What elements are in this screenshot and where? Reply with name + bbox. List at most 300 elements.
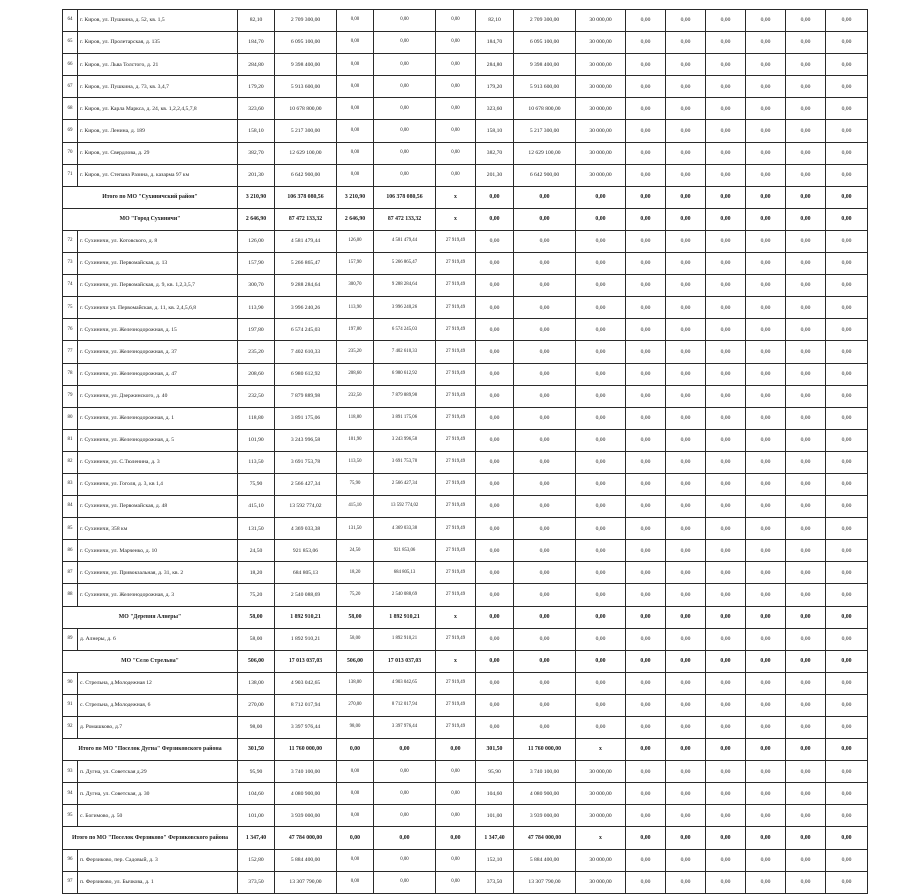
value-cell: 0,00 [826,363,868,385]
value-cell: 126,00 [238,230,275,252]
value-cell: 5 266 865,47 [374,253,436,275]
value-cell: 0,00 [786,717,826,739]
value-cell: 0,00 [746,76,786,98]
row-number-cell: 71 [63,164,78,186]
value-cell: 4 080 900,00 [514,783,576,805]
value-cell: 0,00 [576,208,626,230]
value-cell: 0,00 [476,606,514,628]
value-cell: 373,50 [476,871,514,893]
value-cell: 0,00 [626,164,666,186]
value-cell: 684 805,13 [374,562,436,584]
value-cell: 0,00 [514,253,576,275]
value-cell: 3 243 996,58 [374,429,436,451]
value-cell: 0,00 [514,451,576,473]
subtotal-title-cell: Итого по МО "Сухиничский район" [63,186,238,208]
value-cell: 0,00 [666,407,706,429]
value-cell: 0,00 [666,827,706,849]
address-cell: г. Сухиничи, ул. Котовского, д. 8 [78,230,238,252]
value-cell: 0,00 [666,871,706,893]
value-cell: 95,90 [476,761,514,783]
value-cell: 0,00 [746,871,786,893]
value-cell: 10 678 800,00 [275,98,337,120]
value-cell: 75,20 [337,584,374,606]
value-cell: 0,00 [576,562,626,584]
value-cell: 0,00 [666,562,706,584]
value-cell: 0,00 [786,871,826,893]
value-cell: 0,00 [626,230,666,252]
value-cell: 47 784 000,00 [514,827,576,849]
value-cell: 0,00 [476,275,514,297]
value-cell: 415,10 [337,496,374,518]
municipality-row [63,208,868,230]
value-cell: 0,00 [436,871,476,893]
value-cell: 12 629 100,00 [275,142,337,164]
value-cell: 101,00 [476,805,514,827]
value-cell: 0,00 [706,584,746,606]
value-cell: 0,00 [746,10,786,32]
table-row [63,518,868,540]
value-cell: 0,00 [666,230,706,252]
address-cell: д. Ромашково, д.7 [78,717,238,739]
value-cell: 0,00 [476,562,514,584]
value-cell: 0,00 [706,429,746,451]
address-cell: г. Сухиничи ул. Первомайская, д. 11, кв. 2,4,5,6,8 [78,297,238,319]
value-cell: 0,00 [746,32,786,54]
value-cell: 2 646,90 [337,208,374,230]
value-cell: 13 592 774,02 [374,496,436,518]
value-cell: 0,00 [626,98,666,120]
value-cell: 0,00 [746,407,786,429]
value-cell: 0,00 [666,783,706,805]
value-cell: 0,00 [666,98,706,120]
value-cell: 0,00 [374,98,436,120]
value-cell: 0,00 [706,76,746,98]
value-cell: 3 891 175,06 [275,407,337,429]
table-row [63,473,868,495]
value-cell: 58,00 [337,628,374,650]
value-cell: 1 892 910,21 [275,606,337,628]
table-row [63,385,868,407]
value-cell: 113,50 [238,451,275,473]
value-cell: 0,00 [576,429,626,451]
address-cell: г. Сухиничи, ул. Дзержинского, д. 40 [78,385,238,407]
value-cell: 104,60 [476,783,514,805]
value-cell: 9 288 284,64 [374,275,436,297]
table-row [63,407,868,429]
value-cell: 0,00 [706,518,746,540]
value-cell: 0,00 [826,429,868,451]
value-cell: 0,00 [706,496,746,518]
value-cell: 0,00 [826,694,868,716]
value-cell: 0,00 [514,628,576,650]
value-cell: 27 919,49 [436,275,476,297]
value-cell: 0,00 [436,849,476,871]
value-cell: 0,00 [786,142,826,164]
value-cell: 4 903 042,65 [374,672,436,694]
value-cell: 0,00 [514,230,576,252]
value-cell: 27 919,49 [436,297,476,319]
value-cell: 0,00 [786,341,826,363]
value-cell: 30 000,00 [576,10,626,32]
value-cell: 0,00 [786,407,826,429]
value-cell: 3 691 753,78 [374,451,436,473]
value-cell: х [576,827,626,849]
value-cell: 11 760 000,00 [514,739,576,761]
value-cell: 0,00 [666,584,706,606]
value-cell: 0,00 [576,628,626,650]
value-cell: х [436,606,476,628]
value-cell: 0,00 [706,10,746,32]
table-row [63,98,868,120]
value-cell: 30 000,00 [576,142,626,164]
value-cell: 0,00 [786,783,826,805]
table-row [63,562,868,584]
value-cell: 0,00 [436,739,476,761]
value-cell: 2 709 300,00 [514,10,576,32]
value-cell: 1 347,40 [238,827,275,849]
address-cell: г. Сухиничи, ул. Привокзальная, д. 31, кв. 2 [78,562,238,584]
value-cell: 30 000,00 [576,805,626,827]
value-cell: 0,00 [337,761,374,783]
value-cell: 0,00 [786,628,826,650]
value-cell: 0,00 [514,584,576,606]
value-cell: 0,00 [826,319,868,341]
value-cell: 284,80 [238,54,275,76]
municipality-title-cell: МО "Село Стрельна" [63,650,238,672]
value-cell: 0,00 [337,98,374,120]
row-number-cell: 87 [63,562,78,584]
table-row [63,783,868,805]
value-cell: 7 879 889,98 [275,385,337,407]
value-cell: 0,00 [706,275,746,297]
value-cell: 0,00 [337,120,374,142]
value-cell: 0,00 [746,319,786,341]
address-cell: г. Киров, ул. Льва Толстого, д. 21 [78,54,238,76]
value-cell: 0,00 [746,208,786,230]
value-cell: 4 080 900,00 [275,783,337,805]
value-cell: 300,70 [337,275,374,297]
value-cell: 0,00 [746,650,786,672]
value-cell: 0,00 [826,739,868,761]
value-cell: 0,00 [786,562,826,584]
value-cell: 184,70 [476,32,514,54]
row-number-cell: 79 [63,385,78,407]
value-cell: 0,00 [476,230,514,252]
row-number-cell: 89 [63,628,78,650]
value-cell: 0,00 [626,275,666,297]
value-cell: 0,00 [746,164,786,186]
value-cell: 0,00 [786,694,826,716]
value-cell: 0,00 [576,650,626,672]
value-cell: 0,00 [786,186,826,208]
address-cell: г. Киров, ул. Пушкина, д. 73, кв. 3,4,7 [78,76,238,98]
value-cell: 235,20 [337,341,374,363]
municipality-row [63,650,868,672]
value-cell: 0,00 [826,827,868,849]
value-cell: 0,00 [826,164,868,186]
value-cell: 18,20 [238,562,275,584]
value-cell: 0,00 [666,76,706,98]
address-cell: г. Киров, ул. Степана Разина, д. казарма 97 км [78,164,238,186]
subtotal-title-cell: Итого по МО "Поселок Ферзиково" Ферзиковского района [63,827,238,849]
row-number-cell: 66 [63,54,78,76]
value-cell: 0,00 [626,451,666,473]
row-number-cell: 77 [63,341,78,363]
value-cell: 0,00 [374,849,436,871]
value-cell: 2 540 088,69 [275,584,337,606]
table-row [63,849,868,871]
value-cell: 0,00 [666,208,706,230]
address-cell: г. Сухиничи, ул. Железнодорожная, д. 15 [78,319,238,341]
value-cell: 0,00 [436,10,476,32]
value-cell: 0,00 [337,164,374,186]
row-number-cell: 72 [63,230,78,252]
value-cell: 0,00 [826,584,868,606]
row-number-cell: 69 [63,120,78,142]
value-cell: 0,00 [476,694,514,716]
resettlement-register-table [62,9,868,894]
value-cell: 0,00 [826,871,868,893]
value-cell: 3 210,90 [337,186,374,208]
value-cell: 0,00 [514,518,576,540]
value-cell: 47 784 000,00 [275,827,337,849]
value-cell: 27 919,49 [436,628,476,650]
value-cell: 0,00 [746,98,786,120]
value-cell: 0,00 [746,230,786,252]
value-cell: 0,00 [706,827,746,849]
value-cell: 27 919,49 [436,540,476,562]
subtotal-title-cell: Итого по МО "Поселок Дугна" Ферзиковского района [63,739,238,761]
value-cell: 0,00 [626,739,666,761]
value-cell: 0,00 [666,628,706,650]
value-cell: 87 472 133,32 [275,208,337,230]
value-cell: 382,70 [476,142,514,164]
value-cell: 3 397 976,44 [374,717,436,739]
value-cell: 0,00 [786,275,826,297]
value-cell: 11 760 000,00 [275,739,337,761]
value-cell: 30 000,00 [576,761,626,783]
value-cell: 75,20 [238,584,275,606]
row-number-cell: 68 [63,98,78,120]
value-cell: 0,00 [786,672,826,694]
value-cell: 17 013 037,03 [275,650,337,672]
value-cell: 0,00 [826,562,868,584]
value-cell: 0,00 [826,297,868,319]
value-cell: 0,00 [626,584,666,606]
value-cell: 0,00 [826,672,868,694]
value-cell: 6 642 900,00 [514,164,576,186]
value-cell: 27 919,49 [436,407,476,429]
value-cell: 0,00 [786,297,826,319]
value-cell: 0,00 [746,717,786,739]
table-row [63,363,868,385]
value-cell: 0,00 [786,805,826,827]
value-cell: 0,00 [786,540,826,562]
value-cell: 0,00 [337,849,374,871]
value-cell: 0,00 [706,407,746,429]
value-cell: 0,00 [476,341,514,363]
value-cell: 0,00 [826,54,868,76]
value-cell: 5 913 600,00 [275,76,337,98]
value-cell: 131,50 [337,518,374,540]
value-cell: 0,00 [666,518,706,540]
value-cell: 0,00 [514,407,576,429]
value-cell: 0,00 [626,628,666,650]
value-cell: 101,00 [238,805,275,827]
value-cell: 184,70 [238,32,275,54]
address-cell: г. Сухиничи, ул. Первомайская, д. 13 [78,253,238,275]
value-cell: 0,00 [514,672,576,694]
value-cell: 0,00 [514,540,576,562]
value-cell: 75,90 [238,473,275,495]
value-cell: 98,00 [337,717,374,739]
value-cell: 5 217 300,00 [514,120,576,142]
value-cell: 0,00 [826,186,868,208]
value-cell: 0,00 [826,496,868,518]
value-cell: 0,00 [476,717,514,739]
value-cell: 0,00 [706,186,746,208]
value-cell: 0,00 [706,120,746,142]
row-number-cell: 88 [63,584,78,606]
value-cell: 208,60 [337,363,374,385]
value-cell: 0,00 [337,76,374,98]
value-cell: 30 000,00 [576,120,626,142]
value-cell: 0,00 [706,142,746,164]
value-cell: 0,00 [786,451,826,473]
value-cell: 0,00 [786,429,826,451]
address-cell: г. Киров, ул. Пролетарская, д. 135 [78,32,238,54]
value-cell: 0,00 [706,849,746,871]
value-cell: 0,00 [746,783,786,805]
value-cell: 3 740 100,00 [275,761,337,783]
value-cell: 0,00 [626,496,666,518]
value-cell: 0,00 [576,584,626,606]
row-number-cell: 84 [63,496,78,518]
value-cell: 0,00 [666,385,706,407]
value-cell: 506,00 [337,650,374,672]
value-cell: 0,00 [786,849,826,871]
value-cell: 0,00 [826,761,868,783]
value-cell: 6 095 100,00 [514,32,576,54]
value-cell: 0,00 [436,54,476,76]
value-cell: 27 919,49 [436,694,476,716]
value-cell: 0,00 [576,518,626,540]
value-cell: 0,00 [436,827,476,849]
value-cell: 0,00 [626,253,666,275]
value-cell: 0,00 [374,76,436,98]
value-cell: 9 288 284,64 [275,275,337,297]
value-cell: 0,00 [626,783,666,805]
value-cell: 7 402 610,33 [374,341,436,363]
value-cell: 0,00 [706,761,746,783]
value-cell: 0,00 [826,230,868,252]
value-cell: 0,00 [436,98,476,120]
value-cell: 27 919,49 [436,717,476,739]
value-cell: 197,80 [238,319,275,341]
subtotal-row [63,186,868,208]
row-number-cell: 86 [63,540,78,562]
value-cell: 58,00 [337,606,374,628]
value-cell: 0,00 [476,451,514,473]
value-cell: 0,00 [746,341,786,363]
value-cell: 0,00 [576,496,626,518]
value-cell: 0,00 [374,142,436,164]
value-cell: 0,00 [746,739,786,761]
table-row [63,253,868,275]
value-cell: 7 879 889,98 [374,385,436,407]
value-cell: 0,00 [476,628,514,650]
subtotal-row [63,739,868,761]
address-cell: п. Ферзиково, пер. Садовый, д. 3 [78,849,238,871]
row-number-cell: 82 [63,451,78,473]
value-cell: 0,00 [476,297,514,319]
value-cell: 30 000,00 [576,849,626,871]
value-cell: 0,00 [706,164,746,186]
value-cell: 0,00 [746,253,786,275]
value-cell: 27 919,49 [436,230,476,252]
value-cell: 0,00 [514,208,576,230]
value-cell: 0,00 [576,253,626,275]
value-cell: 0,00 [666,849,706,871]
value-cell: 0,00 [826,628,868,650]
value-cell: 0,00 [626,385,666,407]
table-row [63,496,868,518]
row-number-cell: 65 [63,32,78,54]
address-cell: г. Сухиничи, ул. Первомайская, д. 9, кв. 1,2,3,5,7 [78,275,238,297]
value-cell: 0,00 [374,10,436,32]
document-sheet [62,9,868,894]
address-cell: г. Сухиничи, ул. Железнодорожная, д. 47 [78,363,238,385]
value-cell: 0,00 [626,297,666,319]
value-cell: 4 581 479,44 [275,230,337,252]
value-cell: 0,00 [706,208,746,230]
value-cell: 5 913 600,00 [514,76,576,98]
value-cell: 3 996 240,26 [275,297,337,319]
value-cell: 0,00 [476,429,514,451]
value-cell: 0,00 [576,540,626,562]
value-cell: 0,00 [576,297,626,319]
value-cell: 0,00 [746,429,786,451]
subtotal-row [63,827,868,849]
value-cell: 0,00 [514,717,576,739]
value-cell: 6 574 245,03 [275,319,337,341]
value-cell: 0,00 [786,98,826,120]
table-row [63,672,868,694]
value-cell: 301,50 [238,739,275,761]
value-cell: 0,00 [626,54,666,76]
value-cell: 323,60 [238,98,275,120]
municipality-title-cell: МО "Деревня Алнеры" [63,606,238,628]
value-cell: 0,00 [666,650,706,672]
value-cell: 0,00 [666,10,706,32]
value-cell: 0,00 [514,275,576,297]
value-cell: 0,00 [626,650,666,672]
value-cell: 0,00 [374,827,436,849]
value-cell: 6 095 100,00 [275,32,337,54]
value-cell: 106 378 080,56 [374,186,436,208]
row-number-cell: 76 [63,319,78,341]
table-row [63,54,868,76]
value-cell: 0,00 [576,694,626,716]
value-cell: 0,00 [666,739,706,761]
value-cell: 684 805,13 [275,562,337,584]
value-cell: 6 642 900,00 [275,164,337,186]
value-cell: 208,60 [238,363,275,385]
address-cell: г. Сухиничи, ул. С.Тюленина, д. 3 [78,451,238,473]
value-cell: 0,00 [666,717,706,739]
value-cell: 27 919,49 [436,319,476,341]
row-number-cell: 97 [63,871,78,893]
